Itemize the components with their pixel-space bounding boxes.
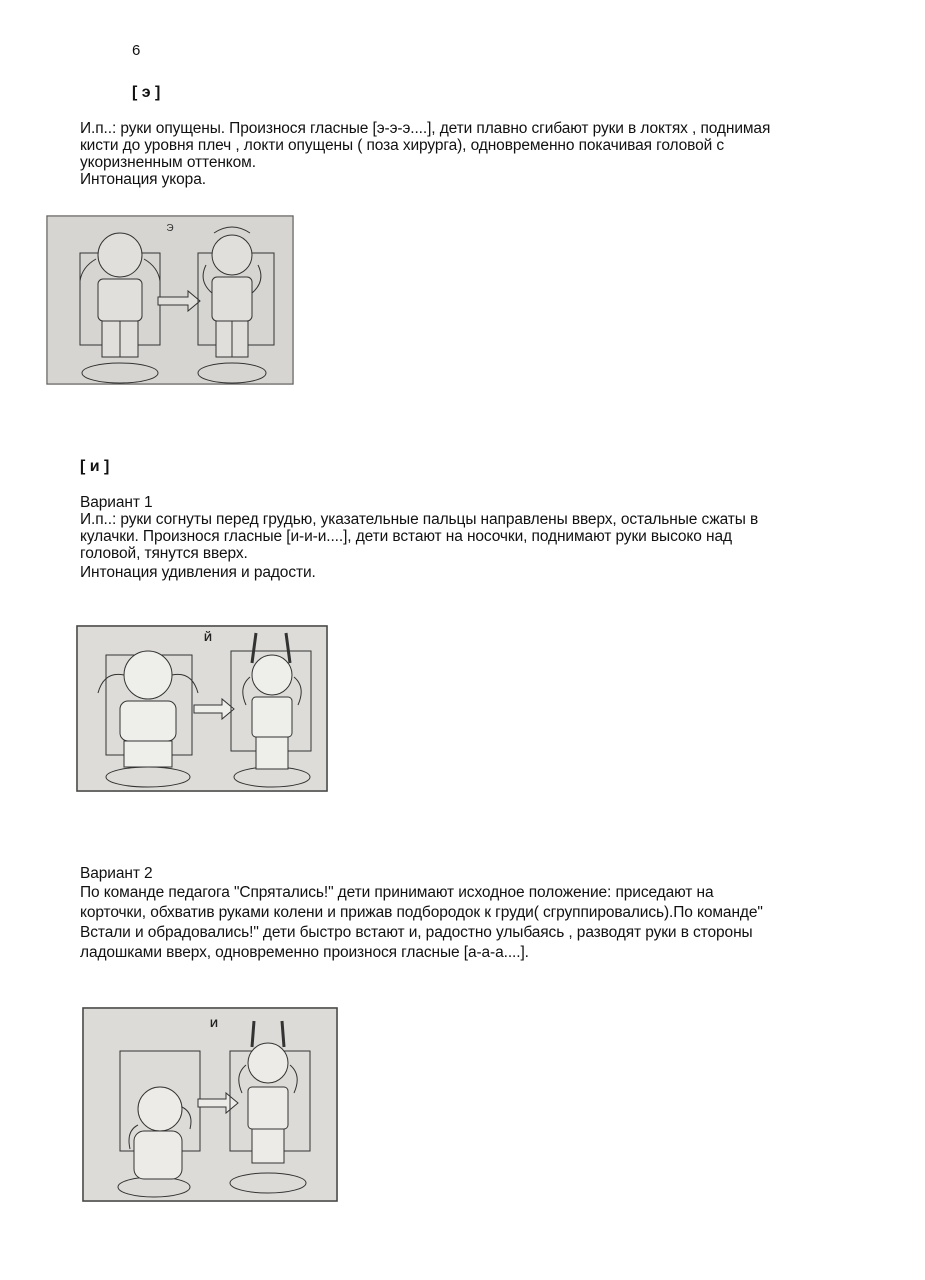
intonation-text: Интонация укора. — [80, 171, 206, 188]
text-line: корточки, обхватив руками колени и прижав подбородок к груди( сгруппировались).По команде" — [80, 904, 763, 921]
illustration-variant2 — [82, 1007, 338, 1202]
section-heading-i: [ и ] — [80, 458, 110, 475]
text-line: ладошками вверх, одновременно произнося гласные [а-а-а....]. — [80, 944, 529, 961]
illustration-e — [46, 215, 294, 385]
text-line: укоризненным оттенком. — [80, 154, 256, 171]
text-line: И.п..: руки опущены. Произнося гласные [э-э-э....], дети плавно сгибают руки в локтях , поднимая — [80, 120, 771, 137]
section-e-description — [80, 120, 870, 188]
page-number: 6 — [132, 42, 141, 59]
figure-letter: И — [210, 1018, 218, 1030]
girl-illustration — [82, 1007, 338, 1202]
text-line: И.п..: руки согнуты перед грудью, указательные пальцы направлены вверх, остальные сжаты в — [80, 511, 759, 528]
variant1-description — [80, 494, 870, 581]
illustration-variant1 — [76, 625, 328, 792]
text-line: По команде педагога "Спрятались!" дети принимают исходное положение: приседают на — [80, 884, 714, 901]
variant-title: Вариант 1 — [80, 494, 153, 511]
figure-letter: Й — [204, 632, 212, 644]
variant2-description — [80, 865, 870, 961]
intonation-text: Интонация удивления и радости. — [80, 564, 316, 581]
text-line: головой, тянутся вверх. — [80, 545, 248, 562]
section-heading-e: [ э ] — [132, 84, 161, 101]
girl-illustration — [76, 625, 328, 792]
text-line: кулачки. Произнося гласные [и-и-и....], дети встают на носочки, поднимают руки высоко над — [80, 528, 732, 545]
text-line: кисти до уровня плеч , локти опущены ( поза хирурга), одновременно покачивая головой с — [80, 137, 725, 154]
variant-title: Вариант 2 — [80, 865, 153, 882]
figure-letter: Э — [166, 223, 174, 234]
girl-illustration — [46, 215, 294, 385]
text-line: Встали и обрадовались!" дети быстро встают и, радостно улыбаясь , разводят руки в стороны — [80, 924, 753, 941]
